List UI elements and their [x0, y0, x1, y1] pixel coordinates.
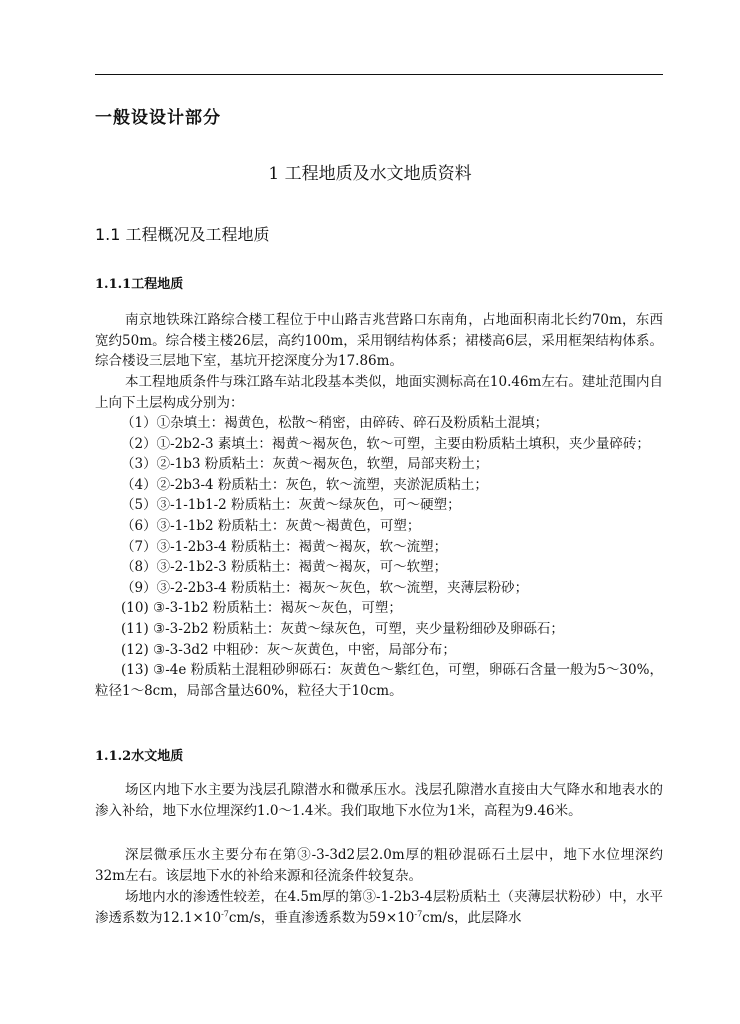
list-item: (11) ③-3-2b2 粉质粘土：灰黄～绿灰色，可塑，夹少量粉细砂及卵砾石； [121, 620, 564, 637]
hydro-text-part: cm/s，垂直渗透系数为59×10 [228, 909, 415, 926]
soil-layer-list [95, 413, 663, 701]
list-item: （8）③-2-1b2-3 粉质粘土：褐黄～褐灰，可～软塑； [121, 559, 448, 576]
geology-paragraph-2: 本工程地质条件与珠江路车站北段基本类似，地面实测标高在10.46m左右。建址范围内自上向下土层构成分别为： [95, 374, 663, 411]
list-item: （1）①杂填土：褐黄色，松散～稍密，由碎砖、碎石及粉质粘土混填； [121, 415, 549, 431]
list-item: （9）③-2-2b3-4 粉质粘土：褐灰～灰色，软～流塑，夹薄层粉砂； [121, 579, 529, 596]
subsection-title-hydrogeology: 1.1.2水文地质 [95, 749, 184, 764]
list-item: (12) ③-3-3d2 中粗砂：灰～灰黄色，中密，局部分布； [121, 641, 456, 658]
list-item: （3）②-1b3 粉质粘土：灰黄～褐灰色，软塑，局部夹粉土； [121, 456, 489, 473]
section-title: 1.1 工程概况及工程地质 [95, 225, 270, 244]
list-item: （6）③-1-1b2 粉质粘土：灰黄～褐黄色，可塑； [121, 517, 421, 534]
exponent: -7 [221, 909, 229, 919]
list-item: （7）③-1-2b3-4 粉质粘土：褐黄～褐灰，软～流塑； [121, 538, 448, 555]
header-rule [95, 74, 663, 75]
list-item: （4）②-2b3-4 粉质粘土：灰色，软～流塑，夹淤泥质粘土； [121, 476, 488, 493]
exponent: -7 [414, 909, 423, 919]
hydro-text-part: cm/s，此层降水 [422, 909, 522, 926]
hydro-paragraph-1: 场区内地下水主要为浅层孔隙潜水和微承压水。浅层孔隙潜水直接由大气降水和地表水的渗入补给，地下水位埋深约1.0～1.4米。我们取地下水位为1米，高程为9.46米。 [95, 782, 663, 819]
list-item: (13) ③-4e 粉质粘土混粗砂卵砾石：灰黄色～紫红色，可塑，卵砾石含量一般为5～30%，粒径1～8cm，局部含量达60%，粒径大于10cm。 [95, 662, 663, 699]
geology-paragraph-1: 南京地铁珠江路综合楼工程位于中山路吉兆营路口东南角，占地面积南北长约70m，东西宽约50m。综合楼主楼26层，高约100m，采用钢结构体系；裙楼高6层，采用框架结构体系。综合楼设三层地下室，基坑开挖深度分为17.86m。 [95, 312, 663, 370]
list-item: （5）③-1-1b1-2 粉质粘土：灰黄～绿灰色，可～硬塑； [121, 497, 461, 514]
subsection-title-geology: 1.1.1工程地质 [95, 277, 184, 292]
hydro-paragraph-3 [95, 887, 663, 928]
part-title: 一般设设计部分 [95, 108, 221, 128]
list-item: (10) ③-3-1b2 粉质粘土：褐灰～灰色，可塑； [121, 600, 402, 617]
chapter-title: 1 工程地质及水文地质资料 [268, 164, 472, 184]
hydro-text-part: 场地内水的渗透性较差，在4.5m厚的第③-1-2b3-4层粉质粘土（夹薄层状粉砂）中，水平渗透系数为12.1×10 [95, 889, 663, 926]
list-item: （2）①-2b2-3 素填土：褐黄～褐灰色，软～可塑，主要由粉质粘土填积，夹少量碎砖； [121, 435, 650, 452]
hydro-paragraph-2: 深层微承压水主要分布在第③-3-3d2层2.0m厚的粗砂混砾石土层中，地下水位埋深约32m左右。该层地下水的补给来源和径流条件较复杂。 [95, 847, 663, 884]
